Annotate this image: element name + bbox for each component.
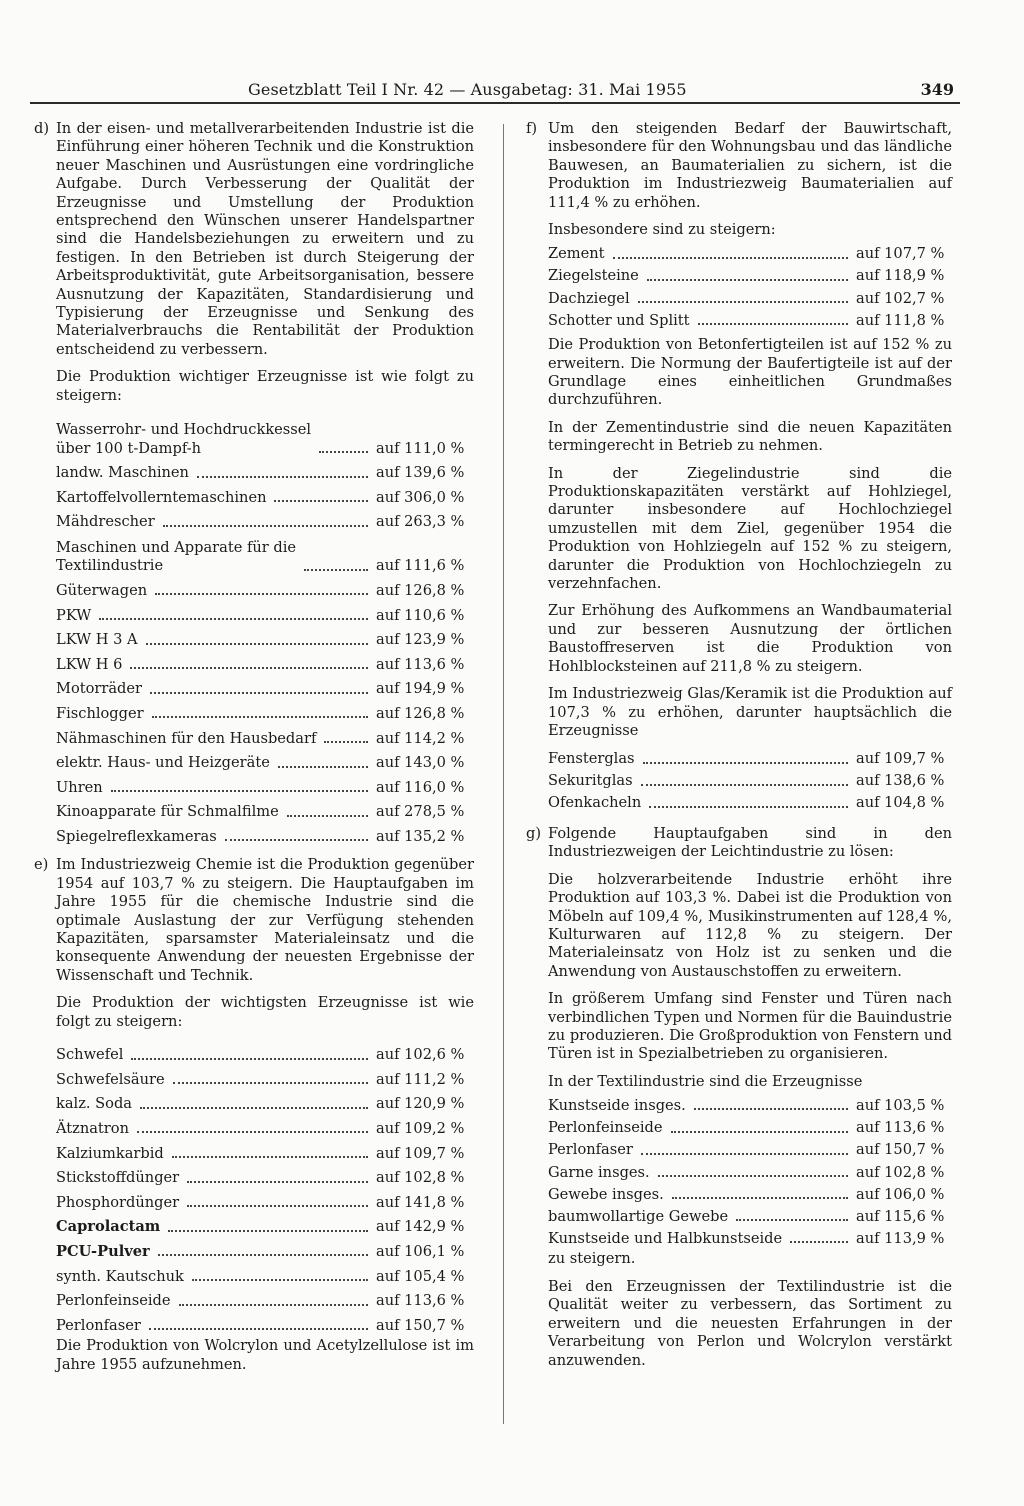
leader-dots [319,451,368,453]
item-name: Kalziumkarbid [56,1144,164,1162]
item-value: auf 126,8 % [376,705,465,723]
item-value: auf 107,7 % [856,245,945,263]
leader-dots [140,1107,368,1109]
item-value: auf 106,0 % [856,1185,945,1203]
list-item [56,748,474,773]
list-item [56,1040,474,1065]
item-value: auf 103,5 % [856,1096,945,1114]
leader-dots [187,1205,368,1207]
leader-dots [225,839,368,841]
leader-dots [158,1254,368,1256]
item-name: elektr. Haus- und Heizgeräte [56,754,270,772]
leader-dots [736,1219,848,1221]
item-name-cont: Textilindustrie [56,557,164,575]
item-value: auf 263,3 % [376,513,465,531]
item-name: Maschinen und Apparate für die [56,539,297,557]
list-item [56,483,474,508]
list-item [56,1237,474,1262]
item-name: Schotter und Splitt [548,311,690,329]
item-value: auf 113,6 % [376,655,465,673]
item-value: auf 109,2 % [376,1120,465,1138]
left-column [34,120,474,1383]
item-value: auf 102,8 % [856,1163,945,1181]
leader-dots [172,1156,368,1158]
list-item [548,791,952,813]
section-f-list [526,241,952,330]
item-value: auf 150,7 % [376,1316,465,1334]
section-f-text: Um den steigenden Bedarf der Bauwirtschaft, insbesondere für den Wohnungsbau und das ländliche Bauwesen, an Baumaterialien zu sichern, ist die Produktion im Industriezweig Baumaterialien auf 111,4 % zu erhöhen. [548,120,952,211]
section-f-p3: In der Ziegelindustrie sind die Produktionskapazitäten verstärkt auf Hohlziegel, darunter insbesondere auf Hochlochziegel umzustellen mit dem Ziel, gegenüber 1954 die Produktion von Hohlziegeln auf 152 % zu steigern, darunter die Produktion von Hochlochziegeln zu verzehnfachen. [548,464,952,593]
section-f-label: f) [526,120,538,137]
item-value: auf 143,0 % [376,754,465,772]
list-item [56,1286,474,1311]
leader-dots [149,1328,368,1330]
leader-dots [641,784,848,786]
list-item [56,1065,474,1090]
section-g-text: Folgende Hauptaufgaben sind in den Industriezweigen der Leichtindustrie zu lösen: [548,824,952,861]
column-divider [503,124,504,1424]
leader-dots [274,500,368,502]
list-item [56,1138,474,1163]
item-value: auf 123,9 % [376,631,465,649]
leader-dots [671,1131,848,1133]
item-name: LKW H 3 A [56,631,138,649]
item-name: synth. Kautschuk [56,1267,184,1285]
item-name: Kunstseide und Halbkunstseide [548,1230,783,1248]
leader-dots [304,569,368,571]
section-e-text: Im Industriezweig Chemie ist die Produktion gegenüber 1954 auf 103,7 % zu steigern. Die Hauptaufgaben im Jahre 1955 für die chemische Industrie sind die optimale Auslastung der zur Verfügung stehenden Kapazitäten, sparsamster Materialeinsatz und die konsequente Anwendung der neuesten Ergebnisse der Wissenschaft und Technik. [56,856,474,984]
section-e-label: e) [34,856,49,874]
list-item [548,1160,952,1182]
leader-dots [179,1304,368,1306]
item-name: Kinoapparate für Schmalfilme [56,803,279,821]
list-item [56,600,474,625]
item-value: auf 102,7 % [856,289,945,307]
list-item [56,674,474,699]
item-name-cont: über 100 t-Dampf-h [56,439,202,457]
leader-dots [278,766,368,768]
list-item [56,625,474,650]
item-name: Perlonfeinseide [548,1119,663,1137]
item-value: auf 111,8 % [856,311,945,329]
section-g-list [526,1093,952,1248]
item-value: auf 278,5 % [376,803,465,821]
leader-dots [99,618,368,620]
item-value: auf 141,8 % [376,1193,465,1211]
leader-dots [698,323,848,325]
list-item [548,1115,952,1137]
item-value: auf 109,7 % [856,750,945,768]
item-value: auf 113,6 % [856,1119,945,1137]
item-name: Güterwagen [56,582,148,600]
item-name: PCU-Pulver [56,1243,150,1260]
list-item [56,1212,474,1237]
item-name: baumwollartige Gewebe [548,1207,729,1225]
item-name: Stickstoffdünger [56,1169,180,1187]
section-f [526,120,952,212]
item-value: auf 111,6 % [376,557,465,575]
item-value: auf 102,8 % [376,1169,465,1187]
item-name: Perlonfaser [56,1316,141,1334]
item-name: Garne insges. [548,1163,650,1181]
leader-dots [168,1230,368,1232]
list-item [56,1261,474,1286]
item-name: Dachziegel [548,289,630,307]
leader-dots [638,301,848,303]
item-name: Motorräder [56,680,142,698]
item-value: auf 138,6 % [856,772,945,790]
item-value: auf 111,2 % [376,1070,465,1088]
item-name: Ziegelsteine [548,267,639,285]
item-value: auf 113,9 % [856,1230,945,1248]
leader-dots [324,741,368,743]
section-g-p1: Die holzverarbeitende Industrie erhöht ihre Produktion auf 103,3 %. Dabei ist die Produktion von Möbeln auf 109,4 %, Musikinstrumenten auf 128,4 %, Kulturwaren auf 112,8 % zu steigern. Der Materialeinsatz von Holz ist zu senken und die Anwendung von Austauschstoffen zu erweitern. [548,870,952,980]
list-item [548,1204,952,1226]
item-name: Phosphordünger [56,1193,180,1211]
item-name: Uhren [56,778,103,796]
leader-dots [150,692,368,694]
list-item [56,414,474,458]
item-value: auf 109,7 % [376,1144,465,1162]
item-name: Wasserrohr- und Hochdruckkessel [56,421,312,439]
item-name: Kartoffelvollerntemaschinen [56,488,267,506]
leader-dots [197,476,368,478]
list-item [56,507,474,532]
item-name: PKW [56,606,92,624]
leader-dots [146,643,368,645]
list-item [56,458,474,483]
item-name: Perlonfeinseide [56,1292,171,1310]
section-g-closing: Bei den Erzeugnissen der Textilindustrie ist die Qualität weiter zu verbessern, das Sortiment zu erweitern und die neuesten Erfahrungen in der Verarbeitung von Perlon und Wolcrylon verstärkt anzuwenden. [548,1277,952,1369]
list-item [56,1089,474,1114]
item-name: Schwefel [56,1046,124,1064]
item-value: auf 306,0 % [376,488,465,506]
list-item [548,1226,952,1248]
leader-dots [672,1197,848,1199]
list-item [56,532,474,576]
item-name: Zement [548,245,605,263]
item-name: kalz. Soda [56,1095,133,1113]
leader-dots [641,1153,848,1155]
list-item [56,576,474,601]
leader-dots [155,593,368,595]
section-d-intro: Die Produktion wichtiger Erzeugnisse ist wie folgt zu steigern: [56,368,474,404]
section-f-p1: Die Produktion von Betonfertigteilen ist auf 152 % zu erweitern. Die Normung der Baufertigteile ist auf der Grundlage eines einheitlichen Grundmaßes durchzuführen. [548,336,952,409]
page-number: 349 [920,80,954,99]
leader-dots [131,1058,368,1060]
header-title: Gesetzblatt Teil I Nr. 42 — Ausgabetag: 31. Mai 1955 [248,80,687,99]
list-item [56,699,474,724]
leader-dots [613,257,848,259]
list-item [56,1188,474,1213]
list-item [548,769,952,791]
section-d [34,120,474,359]
item-value: auf 113,6 % [376,1292,465,1310]
list-item [56,723,474,748]
section-f-intro: Insbesondere sind zu steigern: [548,221,776,239]
list-item [548,1182,952,1204]
item-name: Schwefelsäure [56,1070,165,1088]
list-item [548,746,952,768]
section-e [34,856,474,985]
item-value: auf 120,9 % [376,1095,465,1113]
item-value: auf 106,1 % [376,1243,465,1260]
leader-dots [130,667,368,669]
section-f-list-2 [526,746,952,813]
item-name: Spiegelreflexkameras [56,828,217,845]
section-d-text: In der eisen- und metallverarbeitenden Industrie ist die Einführung einer höheren Technik und die Konstruktion neuer Maschinen und Ausrüstungen eine vordringliche Aufgabe. Durch Verbesserung der Qualität der Erzeugnisse und Umstellung der Produktion entsprechend den Wünschen unserer Handelspartner sind die Handelsbeziehungen zu erweitern und zu festigen. In den Betrieben ist durch Steigerung der Arbeitsproduktivität, gute Arbeitsorganisation, bessere Ausnutzung der Kapazitäten, Standardisierung und Typisierung der Erzeugnisse und Senkung des Materialverbrauchs die Rentabilität der Produktion entscheidend zu verbessern. [56,120,474,358]
item-name: Sekuritglas [548,772,633,790]
list-item [548,1138,952,1160]
section-f-p2: In der Zementindustrie sind die neuen Kapazitäten termingerecht in Betrieb zu nehmen. [548,418,952,455]
item-value: auf 115,6 % [856,1207,945,1225]
section-g [526,825,952,862]
right-column [526,120,952,1379]
leader-dots [187,1181,368,1183]
section-g-intro: In der Textilindustrie sind die Erzeugnisse [548,1072,863,1090]
list-item [56,1311,474,1336]
item-name: Gewebe insges. [548,1185,664,1203]
item-value: auf 194,9 % [376,680,465,698]
section-f-p4: Zur Erhöhung des Aufkommens an Wandbaumaterial und zur besseren Ausnutzung der örtlichen Baustoffreserven ist die Produktion von Hohlblocksteinen auf 211,8 % zu steigern. [548,602,952,675]
leader-dots [137,1131,368,1133]
leader-dots [287,815,368,817]
list-item [56,773,474,798]
item-value: auf 126,8 % [376,582,465,600]
item-value: auf 116,0 % [376,778,465,796]
list-item [56,1114,474,1139]
item-value: auf 102,6 % [376,1046,465,1064]
item-value: auf 114,2 % [376,729,465,747]
item-value: auf 135,2 % [376,828,465,845]
list-item [56,1163,474,1188]
list-item [548,264,952,286]
item-name: Perlonfaser [548,1141,633,1159]
header-rule [30,102,960,104]
list-item [56,650,474,675]
list-item [548,241,952,263]
item-value: auf 104,8 % [856,794,945,812]
item-name: Ätznatron [56,1120,129,1138]
leader-dots [647,279,848,281]
section-d-label: d) [34,120,50,137]
page-header [30,76,960,102]
item-name: Ofenkacheln [548,794,642,812]
leader-dots [192,1279,368,1281]
item-name: Fischlogger [56,705,144,723]
item-name: Nähmaschinen für den Hausbedarf [56,729,317,747]
section-f-p5: Im Industriezweig Glas/Keramik ist die Produktion auf 107,3 % zu erhöhen, darunter hauptsächlich die Erzeugnisse [548,685,952,739]
list-item [548,1093,952,1115]
leader-dots [111,790,368,792]
section-e-intro: Die Produktion der wichtigsten Erzeugnisse ist wie folgt zu steigern: [56,994,474,1030]
item-value: auf 118,9 % [856,267,945,285]
section-e-closing: Die Produktion von Wolcrylon und Acetylzellulose ist im Jahre 1955 aufzunehmen. [56,1337,474,1373]
leader-dots [790,1241,848,1243]
leader-dots [694,1108,848,1110]
section-e-list [34,1040,474,1335]
item-value: auf 111,0 % [376,439,465,457]
list-item [548,286,952,308]
list-item [548,308,952,330]
item-value: auf 150,7 % [856,1141,945,1159]
leader-dots [658,1175,848,1177]
item-value: auf 110,6 % [376,606,465,624]
leader-dots [643,762,848,764]
item-name: Mähdrescher [56,513,155,531]
item-name: landw. Maschinen [56,464,189,482]
leader-dots [649,806,848,808]
item-name: Caprolactam [56,1218,161,1236]
item-value: auf 142,9 % [376,1218,465,1236]
item-name: Fensterglas [548,750,635,768]
list-item [56,822,474,847]
list-item [56,797,474,822]
leader-dots [152,716,368,718]
section-g-p2: In größerem Umfang sind Fenster und Türen nach verbindlichen Typen und Normen für die Bauindustrie zu produzieren. Die Großproduktion von Fenstern und Türen ist in Spezialbetrieben zu organisieren. [548,990,952,1063]
leader-dots [173,1082,368,1084]
item-value: auf 105,4 % [376,1267,465,1285]
section-d-list [34,414,474,846]
section-g-after-list: zu steigern. [548,1250,636,1268]
item-value: auf 139,6 % [376,464,465,482]
item-name: LKW H 6 [56,655,123,673]
item-name: Kunstseide insges. [548,1096,686,1114]
section-g-label: g) [526,824,542,842]
leader-dots [163,525,368,527]
